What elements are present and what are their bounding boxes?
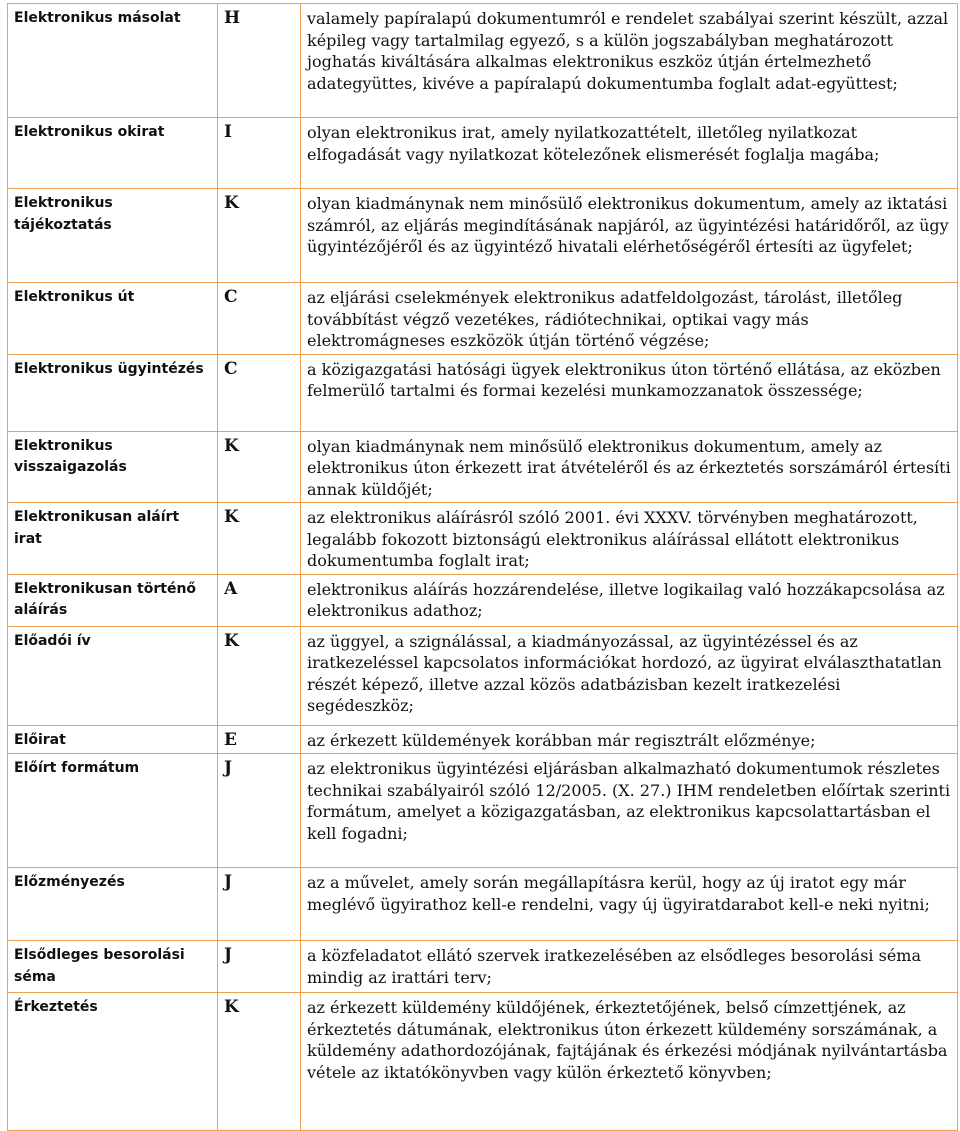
table-row xyxy=(8,189,958,283)
table-row xyxy=(8,118,958,189)
table-row xyxy=(8,941,958,993)
code-cell: I xyxy=(218,118,301,189)
definition-cell: valamely papíralapú dokumentumról e rendelet szabályai szerint készült, azzal képileg vagy tartalmilag egyező, s a külön jogszabályban meghatározott joghatás kiváltására alkalmas elektronikus eszköz útján értelmezhető adategyüttes, kivéve a papíralapú dokumentumba foglalt adat-együttest; xyxy=(301,4,958,118)
code-cell: K xyxy=(218,189,301,283)
term-cell: Előirat xyxy=(8,725,218,754)
table-row xyxy=(8,868,958,941)
code-cell: J xyxy=(218,868,301,941)
term-cell: Elsődleges besorolási séma xyxy=(8,941,218,993)
term-cell: Elektronikus út xyxy=(8,283,218,355)
code-cell: C xyxy=(218,354,301,431)
table-row xyxy=(8,574,958,626)
glossary-table xyxy=(7,3,958,1131)
code-cell: K xyxy=(218,503,301,575)
table-row xyxy=(8,354,958,431)
table-row xyxy=(8,993,958,1131)
table-row xyxy=(8,626,958,725)
term-cell: Érkeztetés xyxy=(8,993,218,1131)
term-cell: Elektronikus tájékoztatás xyxy=(8,189,218,283)
definition-cell: olyan elektronikus irat, amely nyilatkozattételt, illetőleg nyilatkozat elfogadását vagy nyilatkozat kötelezőnek elismerését foglalja magába; xyxy=(301,118,958,189)
term-cell: Elektronikusan történő aláírás xyxy=(8,574,218,626)
code-cell: J xyxy=(218,754,301,868)
term-cell: Elektronikusan aláírt irat xyxy=(8,503,218,575)
glossary-body xyxy=(8,4,958,1131)
table-row xyxy=(8,283,958,355)
term-cell: Elektronikus visszaigazolás xyxy=(8,431,218,503)
code-cell: E xyxy=(218,725,301,754)
definition-cell: az a művelet, amely során megállapításra kerül, hogy az új iratot egy már meglévő ügyirathoz kell-e rendelni, vagy új ügyiratdarabot kell-e neki nyitni; xyxy=(301,868,958,941)
code-cell: C xyxy=(218,283,301,355)
table-row xyxy=(8,754,958,868)
definition-cell: az eljárási cselekmények elektronikus adatfeldolgozást, tárolást, illetőleg továbbítást végző vezetékes, rádiótechnikai, optikai vagy más elektromágneses eszközök útján történő végzése; xyxy=(301,283,958,355)
term-cell: Előírt formátum xyxy=(8,754,218,868)
code-cell: K xyxy=(218,431,301,503)
table-row xyxy=(8,503,958,575)
code-cell: A xyxy=(218,574,301,626)
table-row xyxy=(8,431,958,503)
code-cell: H xyxy=(218,4,301,118)
term-cell: Előzményezés xyxy=(8,868,218,941)
definition-cell: az elektronikus ügyintézési eljárásban alkalmazható dokumentumok részletes technikai szabályairól szóló 12/2005. (X. 27.) IHM rendeletben előírtak szerinti formátum, amelyet a közigazgatásban, az elektronikus kapcsolattartásban el kell fogadni; xyxy=(301,754,958,868)
table-row xyxy=(8,4,958,118)
definition-cell: olyan kiadmánynak nem minősülő elektronikus dokumentum, amely az iktatási számról, az eljárás megindításának napjáról, az ügyintézési határidőről, az ügy ügyintézőjéről és az ügyintéző hivatali elérhetőségéről értesíti az ügyfelet; xyxy=(301,189,958,283)
term-cell: Előadói ív xyxy=(8,626,218,725)
definition-cell: a közfeladatot ellátó szervek iratkezelésében az elsődleges besorolási séma mindig az irattári terv; xyxy=(301,941,958,993)
code-cell: K xyxy=(218,626,301,725)
term-cell: Elektronikus ügyintézés xyxy=(8,354,218,431)
term-cell: Elektronikus okirat xyxy=(8,118,218,189)
term-cell: Elektronikus másolat xyxy=(8,4,218,118)
code-cell: K xyxy=(218,993,301,1131)
code-cell: J xyxy=(218,941,301,993)
definition-cell: az érkezett küldemények korábban már regisztrált előzménye; xyxy=(301,725,958,754)
table-row xyxy=(8,725,958,754)
definition-cell: olyan kiadmánynak nem minősülő elektronikus dokumentum, amely az elektronikus úton érkezett irat átvételéről és az érkeztetés sorszámáról értesíti annak küldőjét; xyxy=(301,431,958,503)
definition-cell: az érkezett küldemény küldőjének, érkeztetőjének, belső címzettjének, az érkeztetés dátumának, elektronikus úton érkezett küldemény sorszámának, a küldemény adathordozójának, fajtájának és érkezési módjának nyilvántartásba vétele az iktatókönyvben vagy külön érkeztető könyvben; xyxy=(301,993,958,1131)
definition-cell: az elektronikus aláírásról szóló 2001. évi XXXV. törvényben meghatározott, legalább fokozott biztonságú elektronikus aláírással ellátott elektronikus dokumentumba foglalt irat; xyxy=(301,503,958,575)
definition-cell: a közigazgatási hatósági ügyek elektronikus úton történő ellátása, az eközben felmerülő tartalmi és formai kezelési munkamozzanatok összessége; xyxy=(301,354,958,431)
definition-cell: elektronikus aláírás hozzárendelése, illetve logikailag való hozzákapcsolása az elektronikus adathoz; xyxy=(301,574,958,626)
definition-cell: az üggyel, a szignálással, a kiadmányozással, az ügyintézéssel és az iratkezeléssel kapcsolatos információkat hordozó, az ügyirat elválaszthatatlan részét képező, illetve azzal közös adatbázisban kezelt iratkezelési segédeszköz; xyxy=(301,626,958,725)
